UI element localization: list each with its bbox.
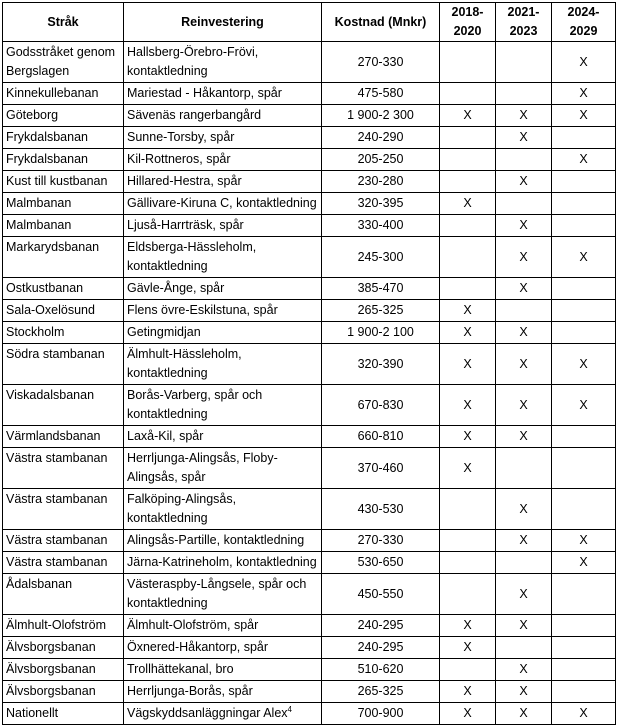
cell-period-mark — [496, 530, 552, 552]
cell-period-mark — [552, 344, 616, 385]
footnote-marker: 4 — [287, 704, 292, 714]
cell-kostnad: 330-400 — [322, 215, 440, 237]
reinvestment-table — [2, 2, 616, 725]
cell-period-mark — [496, 344, 552, 385]
cell-strak: Västra stambanan — [3, 552, 124, 574]
table-row — [3, 193, 616, 215]
x-mark: X — [519, 706, 528, 720]
cell-reinvestering-text: Vägskyddsanläggningar Alex — [127, 706, 288, 720]
cell-period-mark — [552, 105, 616, 127]
cell-period-mark — [440, 637, 496, 659]
cell-period-mark — [440, 322, 496, 344]
cell-period-mark — [552, 237, 616, 278]
header-period-2021-2023 — [496, 3, 552, 42]
x-mark: X — [463, 429, 472, 443]
cell-reinvestering-text: Sävenäs rangerbangård — [127, 108, 262, 122]
cell-period-mark — [440, 681, 496, 703]
x-mark: X — [519, 618, 528, 632]
cell-strak: Godsstråket genom Bergslagen — [3, 42, 124, 83]
x-mark: X — [519, 397, 528, 412]
x-mark: X — [519, 429, 528, 443]
cell-period-mark — [440, 552, 496, 574]
cell-reinvestering — [124, 344, 322, 385]
x-mark: X — [463, 706, 472, 720]
cell-period-mark — [496, 322, 552, 344]
cell-period-mark — [440, 385, 496, 426]
cell-strak: Älvsborgsbanan — [3, 659, 124, 681]
cell-period-mark — [440, 193, 496, 215]
cell-reinvestering — [124, 448, 322, 489]
cell-reinvestering-text: Gävle-Ånge, spår — [127, 281, 225, 295]
x-mark: X — [579, 706, 588, 720]
cell-reinvestering-text: Flens övre-Eskilstuna, spår — [127, 303, 278, 317]
header-row — [3, 3, 616, 42]
cell-period-mark — [440, 278, 496, 300]
x-mark: X — [579, 533, 588, 547]
cell-period-mark — [440, 574, 496, 615]
cell-reinvestering-text: Järna-Katrineholm, kontaktledning — [127, 555, 317, 569]
table-row — [3, 344, 616, 385]
cell-kostnad: 670-830 — [322, 385, 440, 426]
x-mark: X — [463, 356, 472, 371]
cell-reinvestering — [124, 552, 322, 574]
x-mark: X — [519, 325, 528, 339]
cell-strak: Ostkustbanan — [3, 278, 124, 300]
cell-reinvestering — [124, 105, 322, 127]
cell-period-mark — [552, 83, 616, 105]
cell-period-mark — [552, 659, 616, 681]
cell-period-mark — [552, 193, 616, 215]
cell-strak: Kust till kustbanan — [3, 171, 124, 193]
cell-period-mark — [552, 426, 616, 448]
table-row — [3, 681, 616, 703]
table-row — [3, 426, 616, 448]
table-row — [3, 237, 616, 278]
cell-strak: Viskadalsbanan — [3, 385, 124, 426]
cell-period-mark — [496, 448, 552, 489]
x-mark: X — [519, 533, 528, 547]
cell-period-mark — [496, 703, 552, 725]
cell-kostnad: 510-620 — [322, 659, 440, 681]
cell-period-mark — [496, 385, 552, 426]
cell-period-mark — [440, 448, 496, 489]
cell-period-mark — [496, 574, 552, 615]
x-mark: X — [519, 281, 528, 295]
table-row — [3, 278, 616, 300]
cell-strak: Västra stambanan — [3, 530, 124, 552]
cell-period-mark — [496, 105, 552, 127]
cell-period-mark — [496, 215, 552, 237]
cell-strak: Västra stambanan — [3, 489, 124, 530]
x-mark: X — [579, 152, 588, 166]
header-period-line: 2029 — [569, 24, 598, 38]
x-mark: X — [463, 640, 472, 654]
cell-period-mark — [440, 127, 496, 149]
cell-kostnad: 450-550 — [322, 574, 440, 615]
cell-period-mark — [440, 171, 496, 193]
header-reinvestering: Reinvestering — [124, 3, 322, 42]
cell-kostnad: 430-530 — [322, 489, 440, 530]
header-period-line: 2024- — [567, 5, 600, 19]
table-row — [3, 703, 616, 725]
cell-reinvestering — [124, 278, 322, 300]
x-mark: X — [579, 54, 588, 69]
cell-kostnad: 385-470 — [322, 278, 440, 300]
cell-kostnad: 530-650 — [322, 552, 440, 574]
cell-strak: Västra stambanan — [3, 448, 124, 489]
table-row — [3, 149, 616, 171]
x-mark: X — [519, 586, 528, 601]
table-row — [3, 552, 616, 574]
header-period-line: 2018- — [451, 5, 484, 19]
cell-period-mark — [552, 530, 616, 552]
cell-period-mark — [552, 322, 616, 344]
header-period-2018-2020 — [440, 3, 496, 42]
cell-reinvestering-text: Älmhult-Olofström, spår — [127, 618, 259, 632]
cell-period-mark — [440, 489, 496, 530]
cell-period-mark — [496, 552, 552, 574]
cell-period-mark — [552, 681, 616, 703]
cell-reinvestering-text: Herrljunga-Borås, spår — [127, 684, 253, 698]
cell-reinvestering — [124, 385, 322, 426]
cell-reinvestering — [124, 300, 322, 322]
x-mark: X — [463, 303, 472, 317]
cell-reinvestering-text: Laxå-Kil, spår — [127, 429, 204, 443]
x-mark: X — [463, 397, 472, 412]
cell-period-mark — [496, 637, 552, 659]
cell-strak: Malmbanan — [3, 193, 124, 215]
cell-period-mark — [440, 105, 496, 127]
cell-reinvestering — [124, 703, 322, 725]
cell-kostnad: 320-395 — [322, 193, 440, 215]
cell-period-mark — [440, 149, 496, 171]
cell-kostnad: 320-390 — [322, 344, 440, 385]
cell-reinvestering — [124, 322, 322, 344]
cell-period-mark — [496, 42, 552, 83]
cell-strak: Stockholm — [3, 322, 124, 344]
cell-kostnad: 265-325 — [322, 681, 440, 703]
table-row — [3, 215, 616, 237]
cell-strak: Göteborg — [3, 105, 124, 127]
cell-reinvestering-text: Borås-Varberg, spår och kontaktledning — [127, 388, 263, 421]
cell-period-mark — [552, 171, 616, 193]
cell-reinvestering-text: Hallsberg-Örebro-Frövi, kontaktledning — [127, 45, 259, 78]
x-mark: X — [519, 356, 528, 371]
cell-kostnad: 1 900-2 100 — [322, 322, 440, 344]
cell-strak: Frykdalsbanan — [3, 127, 124, 149]
header-period-line: 2020 — [453, 24, 482, 38]
cell-reinvestering-text: Älmhult-Hässleholm, kontaktledning — [127, 347, 242, 380]
cell-kostnad: 475-580 — [322, 83, 440, 105]
x-mark: X — [519, 662, 528, 676]
table-row — [3, 489, 616, 530]
cell-period-mark — [496, 300, 552, 322]
cell-strak: Kinnekullebanan — [3, 83, 124, 105]
cell-kostnad: 270-330 — [322, 530, 440, 552]
x-mark: X — [579, 86, 588, 100]
x-mark: X — [579, 249, 588, 264]
cell-strak: Sala-Oxelösund — [3, 300, 124, 322]
x-mark: X — [519, 174, 528, 188]
cell-period-mark — [440, 615, 496, 637]
x-mark: X — [463, 196, 472, 210]
cell-kostnad: 270-330 — [322, 42, 440, 83]
table-body — [3, 42, 616, 725]
table-row — [3, 105, 616, 127]
cell-period-mark — [552, 149, 616, 171]
cell-period-mark — [496, 149, 552, 171]
cell-period-mark — [552, 703, 616, 725]
cell-reinvestering-text: Hillared-Hestra, spår — [127, 174, 242, 188]
x-mark: X — [463, 684, 472, 698]
table-row — [3, 42, 616, 83]
cell-strak: Älvsborgsbanan — [3, 637, 124, 659]
table-row — [3, 615, 616, 637]
cell-reinvestering — [124, 149, 322, 171]
table-row — [3, 322, 616, 344]
cell-kostnad: 240-290 — [322, 127, 440, 149]
cell-reinvestering — [124, 127, 322, 149]
cell-period-mark — [440, 42, 496, 83]
cell-kostnad: 370-460 — [322, 448, 440, 489]
table-row — [3, 637, 616, 659]
cell-strak: Södra stambanan — [3, 344, 124, 385]
cell-period-mark — [552, 637, 616, 659]
x-mark: X — [463, 108, 472, 122]
cell-reinvestering — [124, 574, 322, 615]
cell-period-mark — [496, 171, 552, 193]
cell-strak: Nationellt — [3, 703, 124, 725]
x-mark: X — [519, 108, 528, 122]
cell-strak: Ådalsbanan — [3, 574, 124, 615]
cell-reinvestering-text: Getingmidjan — [127, 325, 201, 339]
cell-period-mark — [440, 237, 496, 278]
cell-period-mark — [440, 659, 496, 681]
cell-kostnad: 240-295 — [322, 637, 440, 659]
cell-period-mark — [440, 530, 496, 552]
cell-strak: Värmlandsbanan — [3, 426, 124, 448]
table-row — [3, 300, 616, 322]
cell-period-mark — [496, 237, 552, 278]
cell-kostnad: 205-250 — [322, 149, 440, 171]
cell-period-mark — [552, 42, 616, 83]
cell-period-mark — [440, 426, 496, 448]
x-mark: X — [519, 130, 528, 144]
cell-reinvestering — [124, 42, 322, 83]
cell-reinvestering — [124, 530, 322, 552]
cell-reinvestering — [124, 215, 322, 237]
cell-period-mark — [496, 426, 552, 448]
x-mark: X — [579, 108, 588, 122]
cell-reinvestering — [124, 171, 322, 193]
cell-period-mark — [552, 552, 616, 574]
cell-period-mark — [552, 574, 616, 615]
cell-period-mark — [496, 615, 552, 637]
cell-period-mark — [552, 127, 616, 149]
table-row — [3, 127, 616, 149]
cell-reinvestering-text: Gällivare-Kiruna C, kontaktledning — [127, 196, 317, 210]
cell-reinvestering-text: Kil-Rottneros, spår — [127, 152, 231, 166]
cell-reinvestering — [124, 615, 322, 637]
x-mark: X — [519, 218, 528, 232]
cell-reinvestering-text: Herrljunga-Alingsås, Floby-Alingsås, spår — [127, 451, 278, 484]
cell-period-mark — [440, 83, 496, 105]
cell-period-mark — [552, 300, 616, 322]
cell-reinvestering-text: Alingsås-Partille, kontaktledning — [127, 533, 305, 547]
cell-period-mark — [552, 385, 616, 426]
cell-reinvestering-text: Trollhättekanal, bro — [127, 662, 234, 676]
cell-strak: Frykdalsbanan — [3, 149, 124, 171]
header-kostnad: Kostnad (Mnkr) — [322, 3, 440, 42]
table-row — [3, 448, 616, 489]
table-row — [3, 530, 616, 552]
cell-period-mark — [496, 83, 552, 105]
x-mark: X — [463, 618, 472, 632]
cell-period-mark — [496, 193, 552, 215]
cell-period-mark — [552, 278, 616, 300]
x-mark: X — [519, 249, 528, 264]
cell-strak: Markarydsbanan — [3, 237, 124, 278]
cell-period-mark — [496, 659, 552, 681]
x-mark: X — [519, 501, 528, 516]
cell-reinvestering-text: Ljuså-Harrträsk, spår — [127, 218, 244, 232]
x-mark: X — [579, 397, 588, 412]
cell-period-mark — [440, 215, 496, 237]
cell-reinvestering-text: Eldsberga-Hässleholm, kontaktledning — [127, 240, 257, 273]
cell-reinvestering — [124, 83, 322, 105]
cell-reinvestering-text: Öxnered-Håkantorp, spår — [127, 640, 269, 654]
cell-period-mark — [496, 127, 552, 149]
x-mark: X — [579, 555, 588, 569]
cell-kostnad: 240-295 — [322, 615, 440, 637]
cell-reinvestering-text: Västeraspby-Långsele, spår och kontaktledning — [127, 577, 307, 610]
cell-kostnad: 245-300 — [322, 237, 440, 278]
table-row — [3, 171, 616, 193]
x-mark: X — [463, 460, 472, 475]
cell-period-mark — [496, 681, 552, 703]
cell-reinvestering-text: Mariestad - Håkantorp, spår — [127, 86, 282, 100]
table-row — [3, 574, 616, 615]
x-mark: X — [519, 684, 528, 698]
header-period-line: 2021- — [507, 5, 540, 19]
cell-reinvestering-text: Falköping-Alingsås, kontaktledning — [127, 492, 237, 525]
cell-strak: Älvsborgsbanan — [3, 681, 124, 703]
cell-reinvestering — [124, 637, 322, 659]
cell-reinvestering — [124, 193, 322, 215]
cell-kostnad: 700-900 — [322, 703, 440, 725]
cell-reinvestering — [124, 681, 322, 703]
header-period-2024-2029 — [552, 3, 616, 42]
x-mark: X — [579, 356, 588, 371]
cell-strak: Malmbanan — [3, 215, 124, 237]
cell-reinvestering — [124, 237, 322, 278]
table-row — [3, 83, 616, 105]
cell-period-mark — [552, 215, 616, 237]
cell-reinvestering — [124, 489, 322, 530]
cell-period-mark — [440, 300, 496, 322]
header-period-line: 2023 — [509, 24, 538, 38]
cell-kostnad: 230-280 — [322, 171, 440, 193]
table-row — [3, 659, 616, 681]
cell-period-mark — [552, 489, 616, 530]
cell-kostnad: 1 900-2 300 — [322, 105, 440, 127]
cell-strak: Älmhult-Olofström — [3, 615, 124, 637]
cell-reinvestering — [124, 426, 322, 448]
cell-period-mark — [552, 615, 616, 637]
cell-reinvestering — [124, 659, 322, 681]
cell-kostnad: 265-325 — [322, 300, 440, 322]
cell-reinvestering-text: Sunne-Torsby, spår — [127, 130, 235, 144]
cell-period-mark — [552, 448, 616, 489]
cell-period-mark — [496, 489, 552, 530]
cell-kostnad: 660-810 — [322, 426, 440, 448]
x-mark: X — [463, 325, 472, 339]
header-strak: Stråk — [3, 3, 124, 42]
cell-period-mark — [440, 703, 496, 725]
cell-period-mark — [440, 344, 496, 385]
table-row — [3, 385, 616, 426]
cell-period-mark — [496, 278, 552, 300]
